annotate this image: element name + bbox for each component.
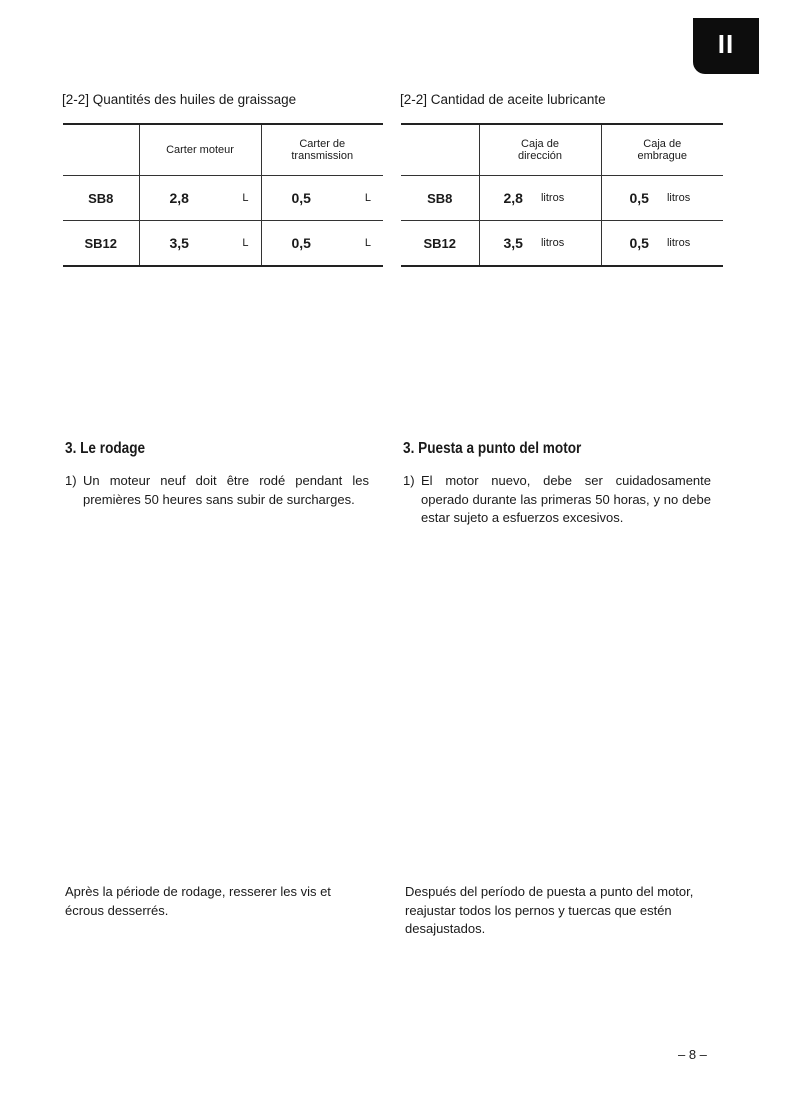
header-cell: Caja de embrague xyxy=(601,124,723,176)
section-tab-label: II xyxy=(717,29,735,59)
table-header-row xyxy=(63,124,383,176)
header-cell: Carter moteur xyxy=(139,124,261,176)
value: 0,5 xyxy=(629,235,649,251)
unit: L xyxy=(364,237,371,249)
value: 0,5 xyxy=(629,190,649,206)
unit: litros xyxy=(540,237,565,249)
table-row xyxy=(401,176,723,221)
value: 2,8 xyxy=(503,190,523,206)
table-row xyxy=(63,176,383,221)
unit: L xyxy=(242,237,249,249)
table-row xyxy=(401,221,723,267)
fr-footer-text: Après la période de rodage, resserer les vis et écrous desserrés. xyxy=(65,884,331,918)
item-number: 1) xyxy=(65,473,77,488)
item-number: 1) xyxy=(403,473,415,488)
value: 3,5 xyxy=(503,235,523,251)
model-cell: SB8 xyxy=(63,176,139,221)
es-footer-text: Después del período de puesta a punto del motor, reajustar todos los pernos y tuercas que estén desajustados. xyxy=(405,884,694,936)
item-text: El motor nuevo, debe ser cuidadosamente operado durante las primeras 50 horas, y no debe estar sujeto a esfuerzos excesivos. xyxy=(421,473,711,525)
value: 0,5 xyxy=(291,190,311,206)
page-number: – 8 – xyxy=(678,1047,707,1062)
table-row xyxy=(63,221,383,267)
fr-item-1 xyxy=(65,472,369,509)
item-text: Un moteur neuf doit être rodé pendant les premières 50 heures sans subir de surcharges. xyxy=(83,473,369,507)
es-oil-table xyxy=(401,123,723,267)
es-table-title: [2-2] Cantidad de aceite lubricante xyxy=(400,92,606,107)
unit: litros xyxy=(666,237,691,249)
header-cell: Caja de dirección xyxy=(479,124,601,176)
es-item-1 xyxy=(403,472,711,528)
value: 3,5 xyxy=(169,235,189,251)
model-cell: SB8 xyxy=(401,176,479,221)
section-tab xyxy=(693,18,759,74)
unit: litros xyxy=(666,192,691,204)
es-heading: 3. Puesta a punto del motor xyxy=(403,440,582,457)
unit: L xyxy=(242,192,249,204)
fr-table-title: [2-2] Quantités des huiles de graissage xyxy=(62,92,297,107)
header-cell xyxy=(63,124,139,176)
value: 2,8 xyxy=(169,190,189,206)
table-header-row xyxy=(401,124,723,176)
model-cell: SB12 xyxy=(401,221,479,267)
header-cell: Carter de transmission xyxy=(261,124,383,176)
header-cell xyxy=(401,124,479,176)
fr-oil-table xyxy=(63,123,383,267)
model-cell: SB12 xyxy=(63,221,139,267)
fr-heading: 3. Le rodage xyxy=(65,440,146,457)
value: 0,5 xyxy=(291,235,311,251)
unit: L xyxy=(364,192,371,204)
unit: litros xyxy=(540,192,565,204)
